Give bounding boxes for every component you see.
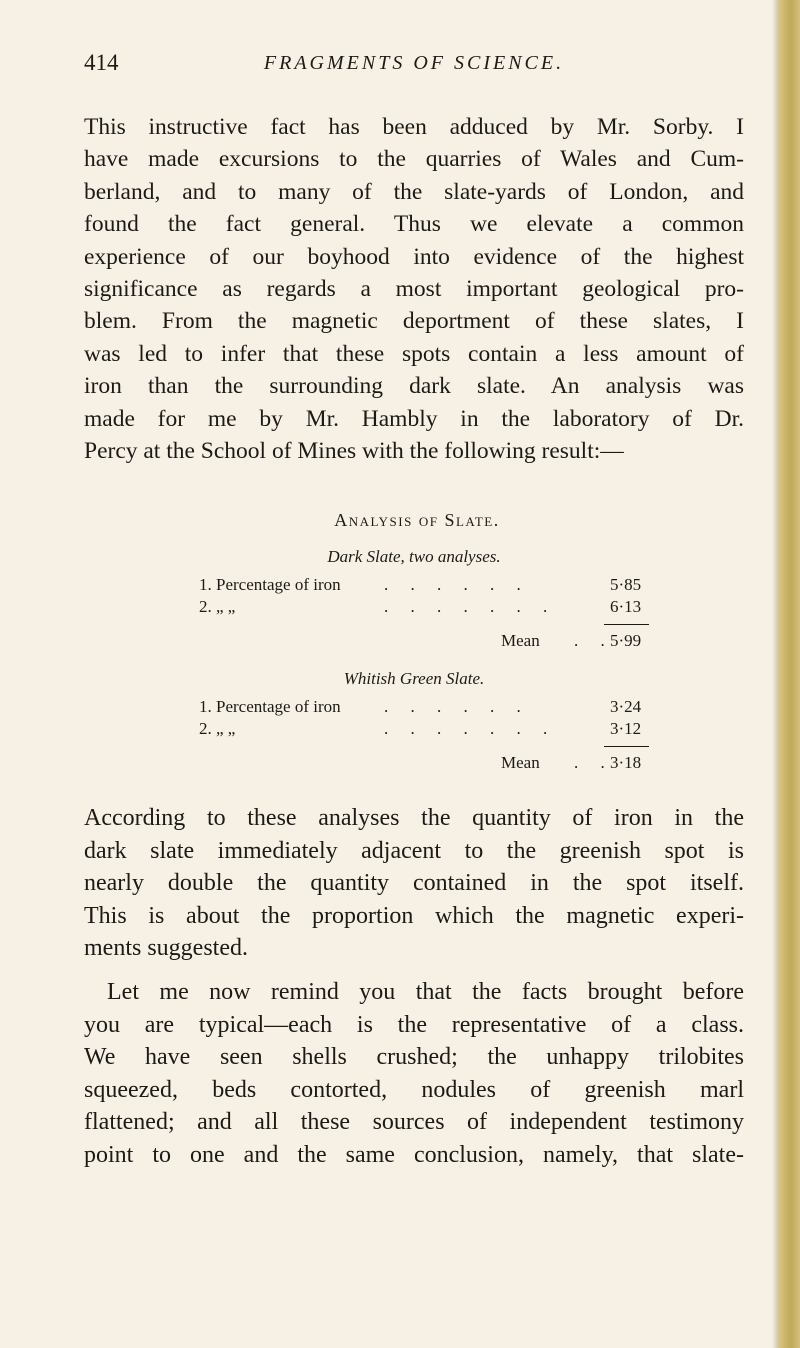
text-line: you are typical—each is the representative of a class. (84, 1011, 744, 1038)
text-line: This is about the proportion which the magnetic experi- (84, 902, 744, 929)
text-line: Let me now remind you that the facts brought before (107, 979, 744, 1005)
sum-rule (604, 624, 649, 625)
text-line: experience of our boyhood into evidence of the highest (84, 243, 744, 270)
analysis-title: Analysis of Slate. (334, 510, 500, 530)
text-line: was led to infer that these spots contain a less amount of (84, 340, 744, 367)
dark-slate-subtitle: Dark Slate, two analyses. (327, 547, 501, 566)
paragraph-1 (84, 111, 744, 467)
text-line: found the fact general. Thus we elevate a common (84, 211, 744, 238)
table-row (84, 697, 744, 719)
text-line: dark slate immediately adjacent to the greenish spot is (84, 837, 744, 864)
mean-value: 5·99 (610, 631, 642, 650)
row-value: 5·85 (610, 575, 642, 594)
page-edge (778, 0, 800, 1348)
mean-leader: . . (574, 631, 614, 650)
mean-label: Mean (501, 631, 540, 650)
table-row (84, 719, 744, 741)
row-label: 1. Percentage of iron (199, 697, 341, 716)
mean-row (84, 631, 744, 655)
paragraph-3 (84, 976, 744, 1171)
page-header (84, 50, 744, 90)
row-label: 2. „ „ (199, 719, 236, 738)
mean-row (84, 753, 744, 777)
text-line: blem. From the magnetic deportment of these slates, I (84, 308, 744, 335)
text-line: have made excursions to the quarries of Wales and Cum- (84, 146, 744, 173)
text-line: nearly double the quantity contained in the spot itself. (84, 870, 744, 896)
page-number: 414 (84, 50, 119, 75)
row-label: 2. „ „ (199, 597, 236, 616)
text-line: We have seen shells crushed; the unhappy trilobites (84, 1044, 744, 1070)
text-line: iron than the surrounding dark slate. An analysis was (84, 373, 744, 400)
text-line: According to these analyses the quantity of iron in the (84, 805, 744, 831)
running-title: FRAGMENTS OF SCIENCE. (263, 52, 565, 74)
dark-slate-group (84, 547, 744, 655)
row-value: 3·24 (610, 697, 642, 716)
table-row (84, 575, 744, 597)
text-line: ments suggested. (84, 935, 248, 961)
text-line: made for me by Mr. Hambly in the laboratory of Dr. (84, 405, 744, 432)
text-line: berland, and to many of the slate-yards of London, and (84, 178, 744, 205)
row-leader: . . . . . . . (384, 719, 557, 738)
text-line: This instructive fact has been adduced by Mr. Sorby. I (84, 114, 744, 140)
green-slate-group (84, 669, 744, 777)
row-value: 3·12 (610, 719, 642, 738)
text-line: significance as regards a most important geological pro- (84, 276, 744, 303)
table-row (84, 597, 744, 619)
sum-rule (604, 746, 649, 747)
text-line: flattened; and all these sources of independent testimony (84, 1109, 744, 1135)
row-label: 1. Percentage of iron (199, 575, 341, 594)
green-slate-subtitle: Whitish Green Slate. (343, 669, 485, 688)
row-leader: . . . . . . (384, 575, 530, 594)
row-value: 6·13 (610, 597, 642, 616)
mean-value: 3·18 (610, 753, 642, 772)
mean-leader: . . (574, 753, 614, 772)
row-leader: . . . . . . . (384, 597, 557, 616)
text-line: squeezed, beds contorted, nodules of greenish marl (84, 1076, 744, 1103)
text-line: point to one and the same conclusion, namely, that slate- (84, 1141, 744, 1168)
mean-label: Mean (501, 753, 540, 772)
row-leader: . . . . . . (384, 697, 530, 716)
paragraph-2 (84, 802, 744, 965)
analysis-table (84, 510, 744, 777)
text-line: Percy at the School of Mines with the following result:— (84, 438, 624, 465)
